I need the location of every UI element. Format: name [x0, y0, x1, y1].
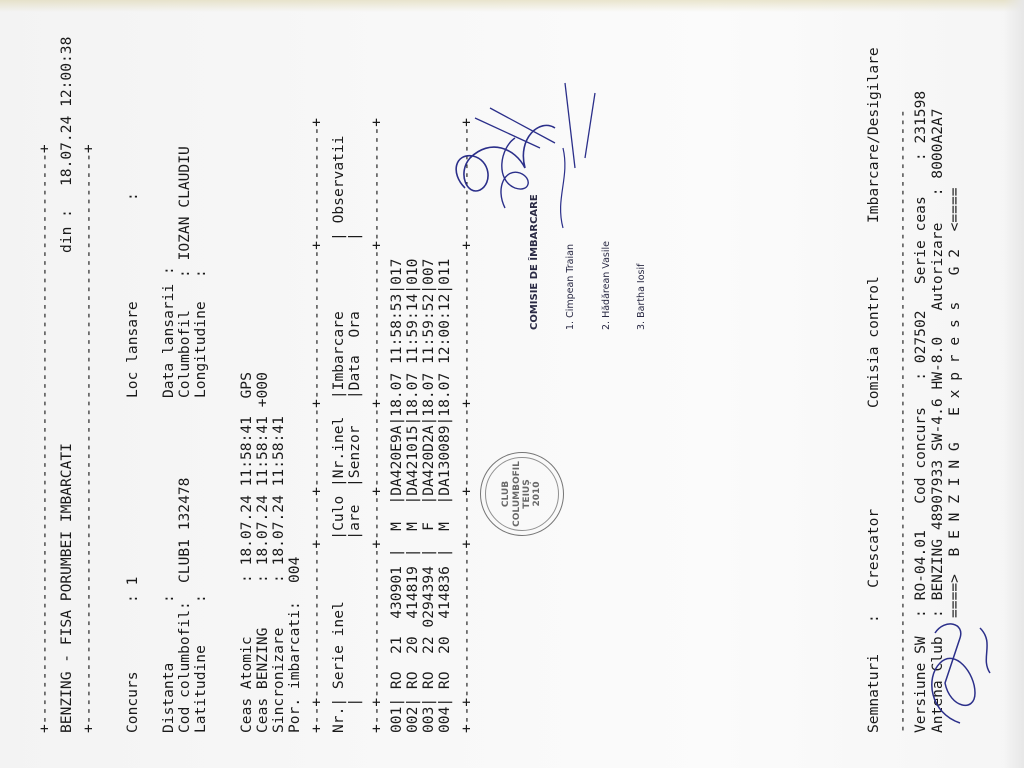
sincronizare-label: Sincronizare: [270, 627, 287, 733]
longitudine-label: Longitudine: [192, 301, 209, 398]
versiune-sw-value: : RO-04.01 Cod concurs : 027502 Serie ceas : 231598: [912, 90, 929, 618]
table-header-line2: | |are |Senzor |Data Ora |: [346, 109, 363, 733]
distanta-label: Distanta: [160, 662, 177, 733]
por-imbarcati-label: Por. imbarcati:: [286, 601, 303, 733]
table-row: 003| RO 22 0294394 | F |DA420D2A|18.07 11:59:52|007: [420, 258, 437, 733]
longitudine-value: :: [192, 269, 209, 278]
antena-club-value: : BENZING 48907933 SW-4.6 HW-8.0 Autorizare : 8000A2A7: [929, 108, 946, 618]
ceas-atomic-label: Ceas Atomic: [238, 636, 255, 733]
document-title: BENZING - FISA PORUMBEI IMBARCATI: [58, 443, 75, 733]
comisia-control-label: Comisia control: [865, 276, 882, 408]
por-imbarcati-value: 004: [286, 556, 303, 583]
table-row: 004| RO 20 414836 | M |DA130089|18.07 12:00:12|011: [436, 258, 453, 733]
latitudine-label: Latitudine: [192, 645, 209, 733]
header-border-bottom: +-----------------------------------------------------------------+: [80, 144, 97, 733]
stamp-line-year: 2010: [532, 481, 543, 507]
table-rule-top: +--+-----------------+-----+---------+-----------------+-------------+: [308, 117, 325, 733]
stamp-line-club: CLUB: [501, 480, 512, 508]
concurs-label: Concurs: [124, 671, 141, 733]
ceas-atomic-value: : 18.07.24 11:58:41 GPS: [238, 372, 255, 583]
stamp-line-teius: TEIUȘ: [522, 479, 532, 509]
header-border-top: +-----------------------------------------------------------------+: [36, 144, 53, 733]
sincronizare-value: : 18.07.24 11:58:41: [270, 416, 287, 583]
commission-member: 1. Cimpean Traian: [565, 244, 576, 330]
date-label: din :: [58, 209, 75, 253]
antena-club-label: Antena Club: [929, 636, 946, 733]
loc-lansare-sep: :: [124, 192, 141, 201]
table-row: 002| RO 20 414819 | M |DA421015|18.07 11:59:14|010: [404, 258, 421, 733]
loc-lansare-label: Loc lansare: [124, 301, 141, 398]
table-header-line1: Nr.| Serie inel |Culo |Nr.inel |Imbarcare | Observatii: [330, 109, 347, 733]
columbofil-value: : IOZAN CLAUDIU: [176, 146, 193, 278]
versiune-sw-label: Versiune SW: [912, 636, 929, 733]
club-stamp: [480, 452, 564, 536]
boarding-commission-stamp: [505, 194, 672, 330]
stamp-line-columbofil: COLUMBOFIL: [511, 461, 522, 527]
commission-member: 2. Hădărean Vasile: [600, 241, 612, 330]
table-rule-bottom: +--+-----------------+-----+---------+-----------------+-------------+: [458, 117, 475, 733]
commission-member: 3. Bartha Iosif: [636, 263, 648, 330]
benzing-banner: ====> B E N Z I N G E x p r e s s G 2 <====: [946, 187, 963, 618]
crescator-label: : Crescator: [865, 508, 882, 623]
date-value: 18.07.24 12:00:38: [58, 36, 75, 186]
semnaturi-label: Semnaturi: [865, 653, 882, 733]
latitudine-value: :: [192, 594, 209, 603]
columbofil-label: Columbofil: [176, 310, 193, 398]
imbarcare-desigilare-label: Imbarcare/Desigilare: [865, 47, 882, 223]
concurs-value: : 1: [124, 576, 141, 603]
ceas-benzing-value: : 18.07.24 11:58:41 +000: [254, 372, 271, 583]
data-lansarii-label: Data lansarii :: [160, 266, 177, 398]
ceas-benzing-label: Ceas BENZING: [254, 627, 271, 733]
table-row: 001| RO 21 430901 | M |DA420E9A|18.07 11:58:53|017: [388, 258, 405, 733]
commission-heading: COMISIE DE ÎMBARCARE: [528, 194, 540, 330]
distanta-value: :: [160, 594, 177, 603]
table-rule-mid: +--+-----------------+-----+---------+-----------------+-------------+: [368, 117, 385, 733]
cod-columbofil-label: Cod columbofil:: [176, 601, 193, 733]
footer-rule: -----------------------------------------------------------------------: [894, 109, 911, 733]
cod-columbofil-value: CLUB1 132478: [176, 477, 193, 583]
